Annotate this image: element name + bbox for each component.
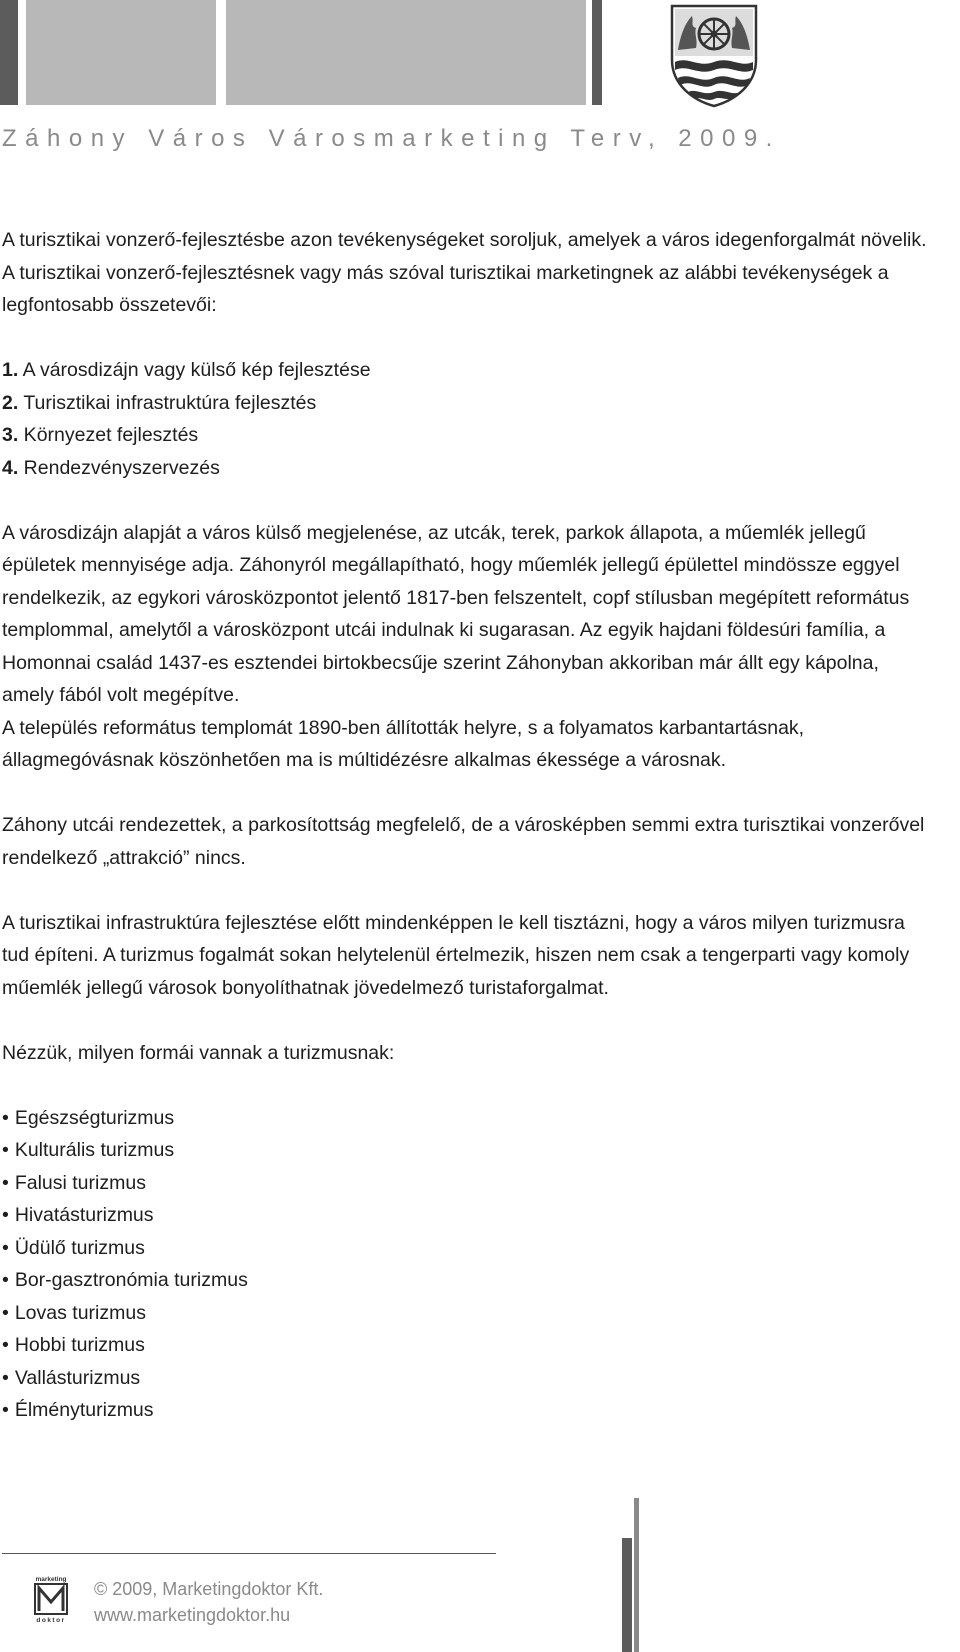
list-item: • Hivatásturizmus (2, 1199, 932, 1232)
spacer (2, 777, 932, 810)
header-decoration-bars (0, 0, 640, 105)
document-title: Záhony Város Városmarketing Terv, 2009. (2, 125, 781, 152)
body-paragraph: Nézzük, milyen formái vannak a turizmusnak: (2, 1041, 395, 1064)
numbered-item: 3. Környezet fejlesztés (2, 424, 199, 446)
list-item: • Élményturizmus (2, 1394, 932, 1427)
list-item: • Vallásturizmus (2, 1362, 932, 1395)
numbered-item: 2. Turisztikai infrastruktúra fejlesztés (2, 391, 317, 414)
numbered-item: 4. Rendezvényszervezés (2, 456, 220, 479)
spacer (2, 484, 932, 517)
list-item: • Bor-gasztronómia turizmus (2, 1264, 932, 1297)
numbered-list (2, 354, 932, 484)
document-body (2, 224, 932, 1427)
body-paragraph: Záhony utcái rendezettek, a parkosítottság megfelelő, de a városképben semmi extra turisztikai vonzerővel rendelkező „attrakció” nincs. (2, 814, 925, 869)
spacer (2, 1069, 932, 1102)
list-item: • Falusi turizmus (2, 1167, 932, 1200)
coat-of-arms-icon (668, 2, 760, 108)
footer-info (94, 1576, 323, 1628)
spacer (2, 1004, 932, 1037)
footer-divider (2, 1553, 496, 1554)
footer-copyright: © 2009, Marketingdoktor Kft. (94, 1579, 324, 1599)
spacer (2, 322, 932, 355)
header-bar (26, 0, 216, 105)
body-paragraph: A városdizájn alapját a város külső megjelenése, az utcák, terek, parkok állapota, a műemlék jellegű épületek mennyisége adja. Záhonyról megállapítható, hogy műemlék jellegű épülettel mindössze eggyel rendelkezik, az egykori városközpontot jelentő 1817-ben felszentelt, copf stílusban megépített református templommal, amelytől a városközpont utcái indulnak ki sugarasan. Az egyik hajdani földesúri família, a Homonnai család 1437-es esztendei birtokbecsűje szerint Záhonyban akkoriban már állt egy kápolna, amely fából volt megépítve. (2, 521, 910, 706)
footer-website-link[interactable]: www.marketingdoktor.hu (94, 1605, 291, 1625)
spacer (2, 874, 932, 907)
footer-decoration-bars (622, 1498, 640, 1652)
list-item: • Egészségturizmus (2, 1102, 932, 1135)
header-bar (0, 0, 18, 105)
header-bar (226, 0, 586, 105)
body-paragraph: A turisztikai infrastruktúra fejlesztése előtt mindenképpen le kell tisztázni, hogy a város milyen turizmusra tud építeni. A turizmus fogalmát sokan helytelenül értelmezik, hiszen nem csak a tengerparti vagy komoly műemlék jellegű városok bonyolíthatnak jövedelmező turistaforgalmat. (2, 911, 910, 999)
marketingdoktor-logo-icon (30, 1575, 72, 1623)
svg-text:doktor: doktor (36, 1617, 66, 1623)
list-item: • Hobbi turizmus (2, 1329, 932, 1362)
header-bar (592, 0, 602, 105)
body-paragraph: A település református templomát 1890-ben állították helyre, s a folyamatos karbantartásnak, állagmegóvásnak köszönhetően ma is múltidézésre alkalmas ékessége a városnak. (2, 716, 805, 771)
intro-paragraph: A turisztikai vonzerő-fejlesztésnek vagy más szóval turisztikai marketingnek az alábbi tevékenységek a legfontosabb összetevői: (2, 261, 889, 316)
list-item: • Kulturális turizmus (2, 1134, 932, 1167)
intro-paragraph: A turisztikai vonzerő-fejlesztésbe azon tevékenységeket soroljuk, amelyek a város idegenforgalmát növelik. (2, 229, 927, 251)
list-item: • Lovas turizmus (2, 1297, 932, 1330)
tourism-forms-list (2, 1102, 932, 1427)
list-item: • Üdülő turizmus (2, 1232, 932, 1265)
svg-text:marketing: marketing (35, 1576, 67, 1583)
numbered-item: 1. A városdizájn vagy külső kép fejlesztése (2, 359, 371, 381)
